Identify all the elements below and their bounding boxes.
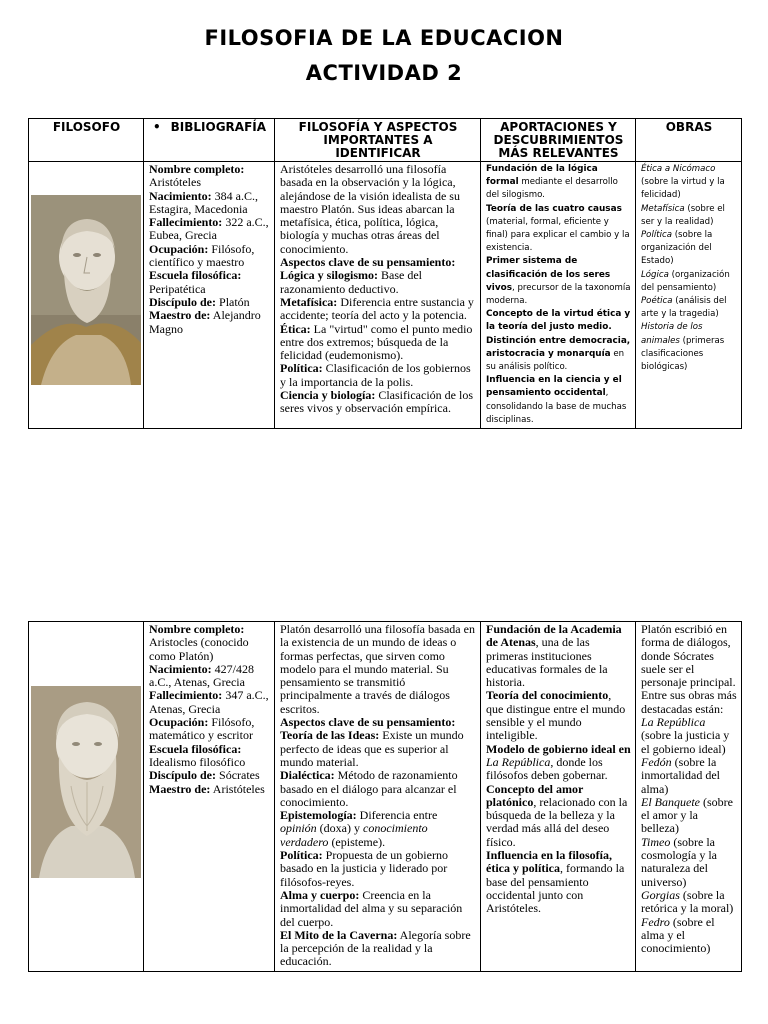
obra-item: Fedro (sobre el alma y el conocimiento) — [641, 914, 715, 956]
aportacion-item: Teoría de las cuatro causas (material, formal, eficiente y final) para explicar el cambio y la existencia. — [486, 203, 630, 254]
bio-nombre: Nombre completo: Aristocles (conocido como Platón) — [149, 622, 249, 663]
filosofia-item: Alma y cuerpo: Creencia en la inmortalidad del alma y su separación del cuerpo. — [280, 887, 463, 929]
portrait-cell-aristoteles — [29, 162, 144, 429]
bio-discipulo: Discípulo de: Platón — [149, 294, 250, 309]
plato-bust-image — [31, 686, 141, 878]
aportacion-item: Teoría del conocimiento, que distingue entre el mundo sensible y el mundo inteligible. — [486, 688, 626, 743]
filosofia-intro: Aristóteles desarrolló una filosofía basada en la observación y la lógica, alejándose de la visión idealista de su maestro Platón. Sus ideas abarcan la metafísica, ética, política, lógica, biología y muchas otras áreas del conocimiento. — [280, 162, 460, 256]
header-filosofo: FILOSOFO — [29, 119, 144, 162]
bio-escuela: Escuela filosófica: Peripatética — [149, 268, 242, 296]
obra-item: El Banquete (sobre el amor y la belleza) — [641, 794, 733, 836]
table-header-row — [29, 119, 742, 162]
aportacion-item: Concepto del amor platónico, relacionado con la búsqueda de la belleza y la verdad más allá del deseo físico. — [486, 781, 628, 849]
obra-item: Metafísica (sobre el ser y la realidad) — [641, 203, 725, 227]
obras-intro: Platón escribió en forma de diálogos, donde Sócrates suele ser el personaje principal. Entre sus obras más destacadas están: — [641, 622, 737, 716]
filosofia-item: El Mito de la Caverna: Alegoría sobre la percepción de la realidad y la educación. — [280, 927, 471, 969]
filosofia-intro: Platón desarrolló una filosofía basada en la existencia de un mundo de ideas o formas perfectas, que sirven como modelo para el mundo material. Su pensamiento se transmitió principalmente a través de diálogos escritos. — [280, 622, 475, 716]
bio-nacimiento: Nacimiento: 384 a.C., Estagira, Macedonia — [149, 188, 258, 216]
filosofia-item-epistemologia: Epistemología: Diferencia entre opinión (doxa) y conocimiento verdadero (episteme). — [280, 808, 438, 849]
obra-item: Lógica (organización del pensamiento) — [641, 269, 730, 293]
bio-escuela: Escuela filosófica: Idealismo filosófico — [149, 741, 246, 769]
philosophers-table-aristoteles — [28, 118, 742, 429]
filosofia-aspectos-heading: Aspectos clave de su pensamiento: — [280, 715, 456, 730]
bio-discipulo: Discípulo de: Sócrates — [149, 768, 260, 783]
biografia-cell-aristoteles — [144, 162, 275, 429]
header-aportaciones: APORTACIONES Y DESCUBRIMIENTOS MÁS RELEVANTES — [481, 119, 636, 162]
header-biografia-text: • BIBLIOGRAFÍA — [153, 120, 266, 134]
bio-fallecimiento: Fallecimiento: 347 a.C., Atenas, Grecia — [149, 688, 269, 716]
aportacion-item: Primer sistema de clasificación de los seres vivos, precursor de la taxonomía moderna. — [486, 256, 631, 307]
filosofia-item: Política: Propuesta de un gobierno basado en la justicia y liderado por filósofos-reyes. — [280, 848, 448, 889]
bio-fallecimiento: Fallecimiento: 322 a.C., Eubea, Grecia — [149, 215, 269, 243]
aportacion-item: Influencia en la filosofía, ética y política, formando la base del pensamiento occidental junto con Aristóteles. — [486, 848, 625, 916]
bio-maestro: Maestro de: Aristóteles — [149, 781, 265, 796]
obra-item: Gorgias (sobre la retórica y la moral) — [641, 887, 734, 916]
aportaciones-cell-platon — [481, 622, 636, 972]
obras-cell-aristoteles — [636, 162, 742, 429]
header-biografia — [144, 119, 275, 162]
obra-item: Historia de los animales (primeras clasificaciones biológicas) — [641, 322, 725, 373]
obra-item: La República (sobre la justicia y el gobierno ideal) — [641, 715, 730, 756]
aportacion-item: Fundación de la Academia de Atenas, una de las primeras instituciones educativas formales de la historia. — [486, 622, 622, 690]
aportacion-item: Fundación de la lógica formal mediante el desarrollo del silogismo. — [486, 164, 618, 201]
filosofia-item: Política: Clasificación de los gobiernos y la importancia de la polis. — [280, 361, 471, 389]
header-obras: OBRAS — [636, 119, 742, 162]
aportacion-item: Distinción entre democracia, aristocracia y monarquía en su análisis político. — [486, 335, 631, 373]
philosophers-table-platon — [28, 621, 742, 972]
bio-maestro: Maestro de: Alejandro Magno — [149, 308, 261, 336]
obra-item: Ética a Nicómaco (sobre la virtud y la felicidad) — [641, 164, 725, 201]
obra-item: Timeo (sobre la cosmología y la naturaleza del universo) — [641, 834, 717, 889]
aportacion-item: Modelo de gobierno ideal en La República, donde los filósofos deben gobernar. — [486, 741, 631, 783]
filosofia-item: Lógica y silogismo: Base del razonamiento deductivo. — [280, 268, 422, 296]
bio-ocupacion: Ocupación: Filósofo, científico y maestro — [149, 241, 255, 270]
filosofia-cell-platon — [275, 622, 481, 972]
table-row-aristoteles — [29, 162, 742, 429]
portrait-cell-platon — [29, 622, 144, 972]
filosofia-aspectos-heading: Aspectos clave de su pensamiento: — [280, 255, 456, 270]
filosofia-item: Ética: La "virtud" como el punto medio entre dos extremos; búsqueda de la felicidad (eudemonismo). — [280, 321, 473, 363]
aristotle-bust-image — [31, 195, 141, 385]
bio-ocupacion: Ocupación: Filósofo, matemático y escritor — [149, 715, 255, 743]
aportacion-item: Concepto de la virtud ética y la teoría del justo medio. — [486, 309, 631, 333]
document-title: FILOSOFIA DE LA EDUCACION — [204, 26, 564, 50]
bio-nombre: Nombre completo: Aristóteles — [149, 162, 245, 190]
obra-item: Fedón (sobre la inmortalidad del alma) — [641, 754, 720, 796]
biografia-cell-platon — [144, 622, 275, 972]
obra-item: Política (sobre la organización del Estado) — [641, 230, 713, 267]
filosofia-cell-aristoteles — [275, 162, 481, 429]
obras-cell-platon — [636, 622, 742, 972]
filosofia-item: Metafísica: Diferencia entre sustancia y accidente; teoría del acto y la potencia. — [280, 294, 474, 323]
bio-nacimiento: Nacimiento: 427/428 a.C., Atenas, Grecia — [149, 661, 254, 690]
table-row-platon — [29, 622, 742, 972]
filosofia-item: Ciencia y biología: Clasificación de los seres vivos y observación empírica. — [280, 388, 473, 416]
obra-item: Poética (análisis del arte y la tragedia) — [641, 296, 727, 320]
filosofia-item: Teoría de las Ideas: Existe un mundo perfecto de ideas que es superior al mundo material. — [280, 728, 464, 769]
header-filosofia: FILOSOFÍA Y ASPECTOS IMPORTANTES A IDENTIFICAR — [275, 119, 481, 162]
document-subtitle: ACTIVIDAD 2 — [305, 61, 463, 85]
aportaciones-cell-aristoteles — [481, 162, 636, 429]
filosofia-item: Dialéctica: Método de razonamiento basado en el diálogo para alcanzar el conocimiento. — [280, 768, 458, 809]
aportacion-item: Influencia en la ciencia y el pensamiento occidental, consolidando la base de muchas disciplinas. — [486, 375, 627, 425]
